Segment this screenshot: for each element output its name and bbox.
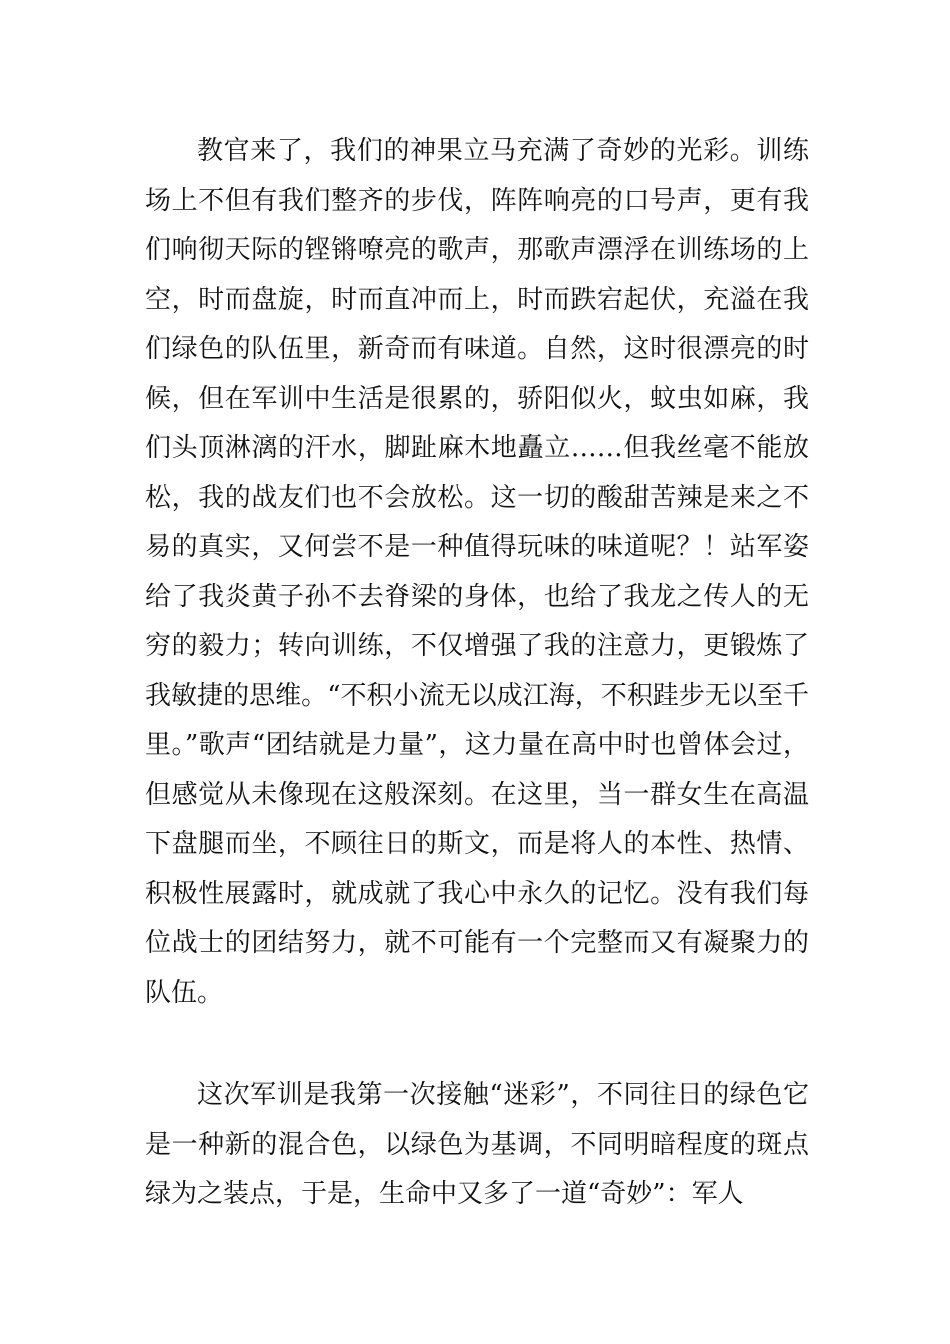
paragraph: 教官来了，我们的神果立马充满了奇妙的光彩。训练场上不但有我们整齐的步伐，阵阵响亮的口号声，更有我们响彻天际的铿锵嘹亮的歌声，那歌声漂浮在训练场的上空，时而盘旋，时而直冲而上，时而跌宕起伏，充溢在我们绿色的队伍里，新奇而有味道。自然，这时很漂亮的时候，但在军训中生活是很累的，骄阳似火，蚊虫如麻，我们头顶淋漓的汗水，脚趾麻木地矗立……但我丝毫不能放松，我的战友们也不会放松。这一切的酸甜苦辣是来之不易的真实，又何尝不是一种值得玩味的味道呢？！站军姿给了我炎黄子孙不去脊梁的身体，也给了我龙之传人的无穷的毅力；转向训练，不仅增强了我的注意力，更锻炼了我敏捷的思维。“不积小流无以成江海，不积跬步无以至千里。”歌声“团结就是力量”，这力量在高中时也曾体会过，但感觉从未像现在这般深刻。在这里，当一群女生在高温下盘腿而坐，不顾往日的斯文，而是将人的本性、热情、积极性展露时，就成就了我心中永久的记忆。没有我们每位战士的团结努力，就不可能有一个完整而又有凝聚力的队伍。 [145, 136, 809, 1008]
paragraph: 这次军训是我第一次接触“迷彩”，不同往日的绿色它是一种新的混合色，以绿色为基调，不同明暗程度的斑点绿为之装点，于是，生命中又多了一道“奇妙”：军人 [145, 1080, 809, 1209]
